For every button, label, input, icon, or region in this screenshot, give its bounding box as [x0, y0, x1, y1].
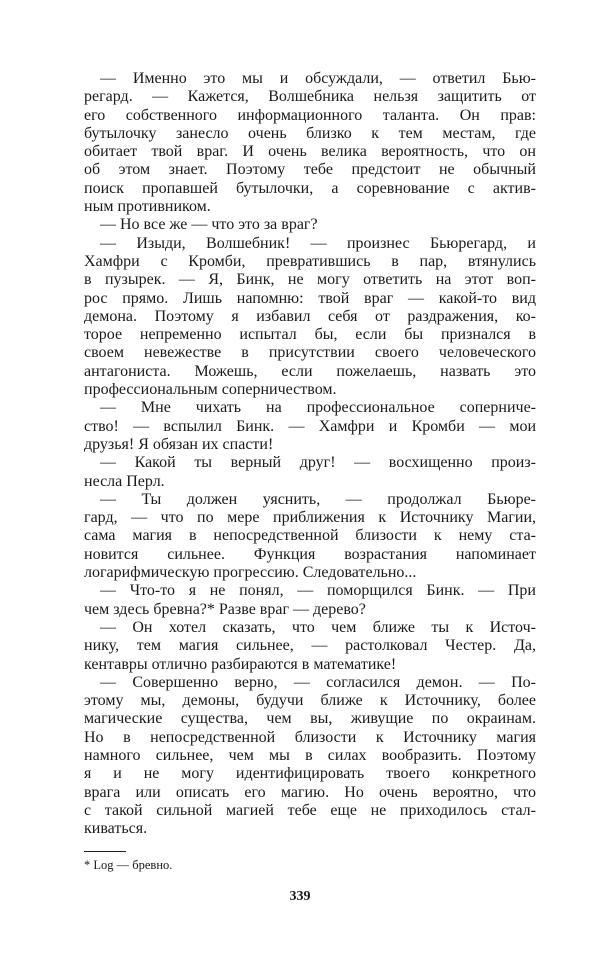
text-line: демона. Поэтому я избавил себя от раздражения, ко- [84, 307, 536, 325]
text-line: Но в непосредственной близости к Источнику магия [84, 728, 536, 746]
page-number: 339 [289, 889, 311, 904]
text-line: я и не могу идентифицировать твоего конкретного [84, 765, 536, 783]
text-line: логарифмическую прогрессию. Следовательно... [84, 564, 417, 582]
text-line: друзья! Я обязан их спасти! [84, 435, 274, 453]
text-line: — Что-то я не понял, — поморщился Бинк. — При [100, 582, 536, 600]
text-line: этому мы, демоны, будучи ближе к Источнику, более [84, 692, 536, 710]
text-line: в пузырек. — Я, Бинк, не могу ответить на этот воп- [84, 271, 536, 289]
text-line: с такой сильной магией тебе еще не приходилось стал- [84, 801, 536, 819]
text-line: киваться. [84, 820, 148, 838]
text-line: намного сильнее, чем мы в силах вообразить. Поэтому [84, 746, 536, 764]
text-line: бутылочку занесло очень близко к тем местам, где [84, 124, 536, 142]
text-line: его собственного информационного таланта. Он прав: [84, 106, 536, 124]
text-line: об этом знает. Поэтому тебе предстоит не обычный [84, 161, 536, 179]
text-line: чем здесь бревна?* Разве враг — дерево? [84, 600, 366, 618]
text-line: — Какой ты верный друг! — восхищенно произ- [100, 454, 536, 472]
text-line: профессиональным соперничеством. [84, 381, 337, 399]
text-line: сама магия в непосредственной близости к нему ста- [84, 527, 536, 545]
text-line: торое непременно испытал бы, если бы признался в [84, 326, 536, 344]
text-line: несла Перл. [84, 472, 165, 490]
text-line: врага или описать его магию. Но очень вероятно, что [84, 783, 536, 801]
text-line: — Он хотел сказать, что чем ближе ты к Источ- [100, 618, 536, 636]
text-line: поиск пропавшей бутылочки, а соревнование с актив- [84, 179, 536, 197]
text-line: магические существа, чем вы, живущие по окраинам. [84, 710, 536, 728]
text-line: гард, — что по мере приближения к Источнику Магии, [84, 509, 536, 527]
text-line: обитает твой враг. И очень велика вероятность, что он [84, 143, 536, 161]
text-line: — Ты должен уяснить, — продолжал Бьюре- [100, 490, 536, 508]
text-line: своем невежестве в присутствии своего человеческого [84, 344, 536, 362]
text-line: нику, тем магия сильнее, — растолковал Честер. Да, [84, 637, 536, 655]
text-line: Хамфри с Кромби, превратившись в пар, втянулись [84, 252, 536, 270]
text-line: — Именно это мы и обсуждали, — ответил Бью- [100, 70, 536, 87]
body-text [84, 70, 536, 838]
text-line: кентавры отлично разбираются в математике! [84, 655, 397, 673]
text-line: ство! — вспылил Бинк. — Хамфри и Кромби — мои [84, 417, 536, 435]
text-line: антагониста. Можешь, если пожелаешь, назвать это [84, 362, 536, 380]
text-line: рос прямо. Лишь напомню: твой враг — какой-то вид [84, 289, 536, 307]
footnote: * Log — бревно. [84, 858, 173, 872]
footnote-divider [84, 851, 126, 852]
text-line: — Но все же — что это за враг? [100, 216, 318, 234]
text-line: — Изыди, Волшебник! — произнес Бьюрегард, и [100, 234, 536, 252]
text-line: новится сильнее. Функция возрастания напоминает [84, 545, 536, 563]
text-line: — Мне чихать на профессиональное соперниче- [100, 399, 536, 417]
text-line: ным противником. [84, 198, 211, 216]
text-line: — Совершенно верно, — согласился демон. — По- [100, 673, 536, 691]
text-line: регард. — Кажется, Волшебника нельзя защитить от [84, 88, 536, 106]
